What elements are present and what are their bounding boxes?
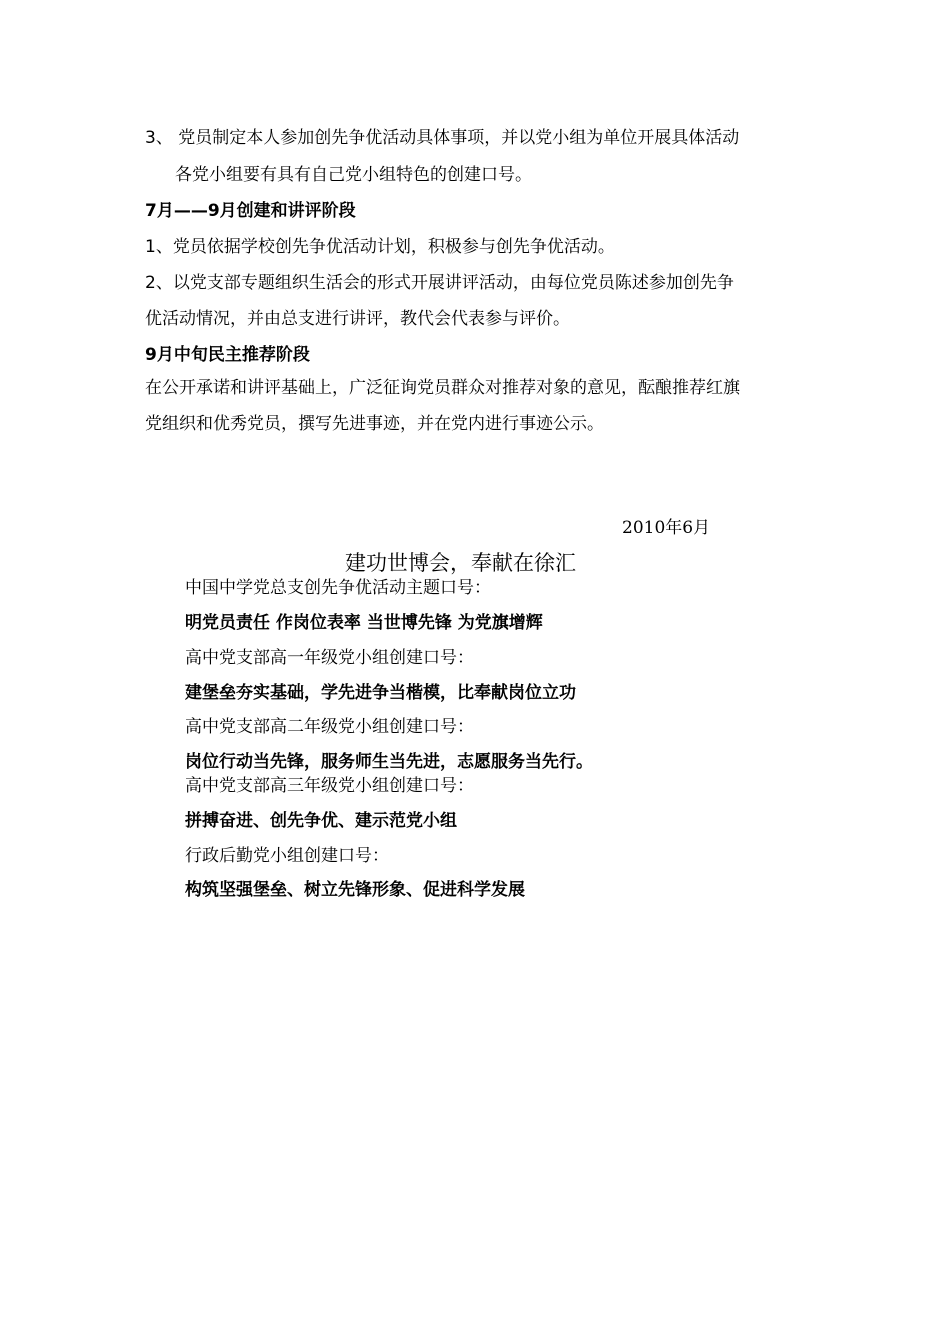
item-3-line-1: 3、 党员制定本人参加创先争优活动具体事项，并以党小组为单位开展具体活动 bbox=[145, 128, 740, 148]
stage-create-heading: 7月——9月创建和讲评阶段 bbox=[145, 201, 356, 221]
grade3-slogan: 拼搏奋进、创先争优、建示范党小组 bbox=[185, 811, 457, 831]
stage-recommend-para-line-1: 在公开承诺和讲评基础上，广泛征询党员群众对推荐对象的意见，酝酿推荐红旗 bbox=[145, 378, 740, 398]
stage-create-item-2-line-2: 优活动情况，并由总支进行讲评，教代会代表参与评价。 bbox=[145, 309, 570, 329]
grade2-slogan: 岗位行动当先锋，服务师生当先进，志愿服务当先行。 bbox=[185, 752, 593, 772]
item-3-line-2: 各党小组要有具有自己党小组特色的创建口号。 bbox=[175, 165, 532, 185]
slogans-title: 建功世博会，奉献在徐汇 bbox=[345, 551, 576, 575]
document-date: 2010年6月 bbox=[622, 518, 711, 538]
grade1-slogan: 建堡垒夯实基础，学先进争当楷模，比奉献岗位立功 bbox=[185, 683, 576, 703]
general-slogan: 明党员责任 作岗位表率 当世博先锋 为党旗增辉 bbox=[185, 613, 543, 633]
stage-recommend-heading: 9月中旬民主推荐阶段 bbox=[145, 345, 310, 365]
grade3-slogan-label: 高中党支部高三年级党小组创建口号： bbox=[185, 776, 474, 796]
stage-create-item-1: 1、党员依据学校创先争优活动计划，积极参与创先争优活动。 bbox=[145, 237, 615, 257]
grade1-slogan-label: 高中党支部高一年级党小组创建口号： bbox=[185, 648, 474, 668]
stage-recommend-para-line-2: 党组织和优秀党员，撰写先进事迹，并在党内进行事迹公示。 bbox=[145, 414, 604, 434]
admin-slogan: 构筑坚强堡垒、树立先锋形象、促进科学发展 bbox=[185, 880, 525, 900]
stage-create-item-2-line-1: 2、以党支部专题组织生活会的形式开展讲评活动，由每位党员陈述参加创先争 bbox=[145, 273, 734, 293]
general-slogan-label: 中国中学党总支创先争优活动主题口号： bbox=[185, 578, 491, 598]
admin-slogan-label: 行政后勤党小组创建口号： bbox=[185, 846, 389, 866]
grade2-slogan-label: 高中党支部高二年级党小组创建口号： bbox=[185, 717, 474, 737]
